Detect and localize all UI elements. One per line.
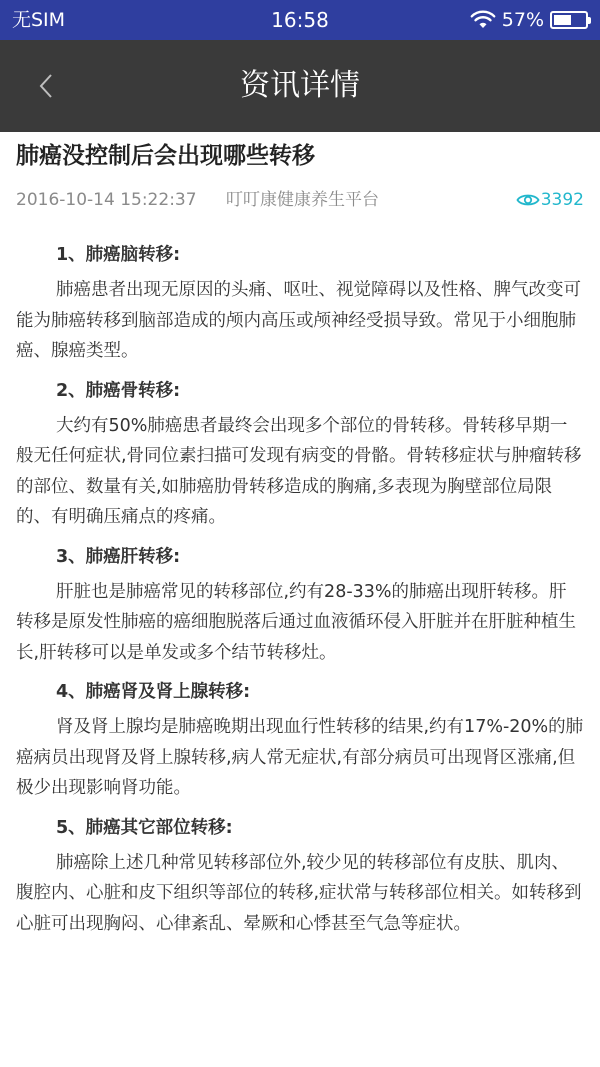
section-heading: 4、肺癌肾及肾上腺转移: (56, 682, 251, 702)
status-right (470, 0, 588, 40)
page-title: 资讯详情 (240, 68, 360, 103)
section-body: 肾及肾上腺均是肺癌晚期出现血行性转移的结果,约有17%-20%的肺癌病员出现肾及肾上腺转移,病人常无症状,有部分病员可出现肾区涨痛,但极少出现影响肾功能。 (16, 717, 584, 798)
eye-icon (516, 192, 540, 208)
section-heading: 3、肺癌肝转移: (56, 546, 181, 567)
article (0, 132, 600, 1067)
view-count-value: 3392 (540, 190, 584, 210)
battery-percent: 57% (501, 9, 544, 31)
article-source: 叮叮康健康养生平台 (226, 190, 379, 210)
clock: 16:58 (271, 8, 329, 32)
status-bar (0, 0, 600, 40)
view-count (516, 187, 584, 213)
battery-fill (554, 15, 571, 25)
section-body: 肺癌除上述几种常见转移部位外,较少见的转移部位有皮肤、肌肉、腹腔内、心脏和皮下组织等部位的转移,症状常与转移部位相关。如转移到心脏可出现胸闷、心律紊乱、晕厥和心悸甚至气急等症状。 (16, 852, 582, 934)
article-content (16, 235, 584, 943)
publish-date: 2016-10-14 15:22:37 (16, 190, 197, 210)
app-bar (0, 40, 600, 132)
carrier-label: 无SIM (12, 9, 66, 31)
section-heading: 1、肺癌脑转移: (56, 245, 181, 265)
section-body: 肺癌患者出现无原因的头痛、呕吐、视觉障碍以及性格、脾气改变可能为肺癌转移到脑部造成的颅内高压或颅神经受损导致。常见于小细胞肺癌、腺癌类型。 (16, 280, 581, 361)
section-heading: 5、肺癌其它部位转移: (56, 817, 233, 838)
section-body: 肝脏也是肺癌常见的转移部位,约有28-33%的肺癌出现肝转移。肝转移是原发性肺癌的癌细胞脱落后通过血液循环侵入肝脏并在肝脏种植生长,肝转移可以是单发或多个结节转移灶。 (16, 581, 576, 663)
article-meta (16, 187, 584, 213)
wifi-icon (470, 10, 496, 30)
section-heading: 2、肺癌骨转移: (56, 380, 181, 401)
section-body: 大约有50%肺癌患者最终会出现多个部位的骨转移。骨转移早期一般无任何症状,骨同位素扫描可发现有病变的骨骼。骨转移症状与肿瘤转移的部位、数量有关,如肺癌肋骨转移造成的胸痛,多表现为胸壁部位局限的、有明确压痛点的疼痛。 (16, 415, 582, 527)
battery-icon (550, 11, 588, 29)
article-title: 肺癌没控制后会出现哪些转移 (16, 143, 315, 169)
